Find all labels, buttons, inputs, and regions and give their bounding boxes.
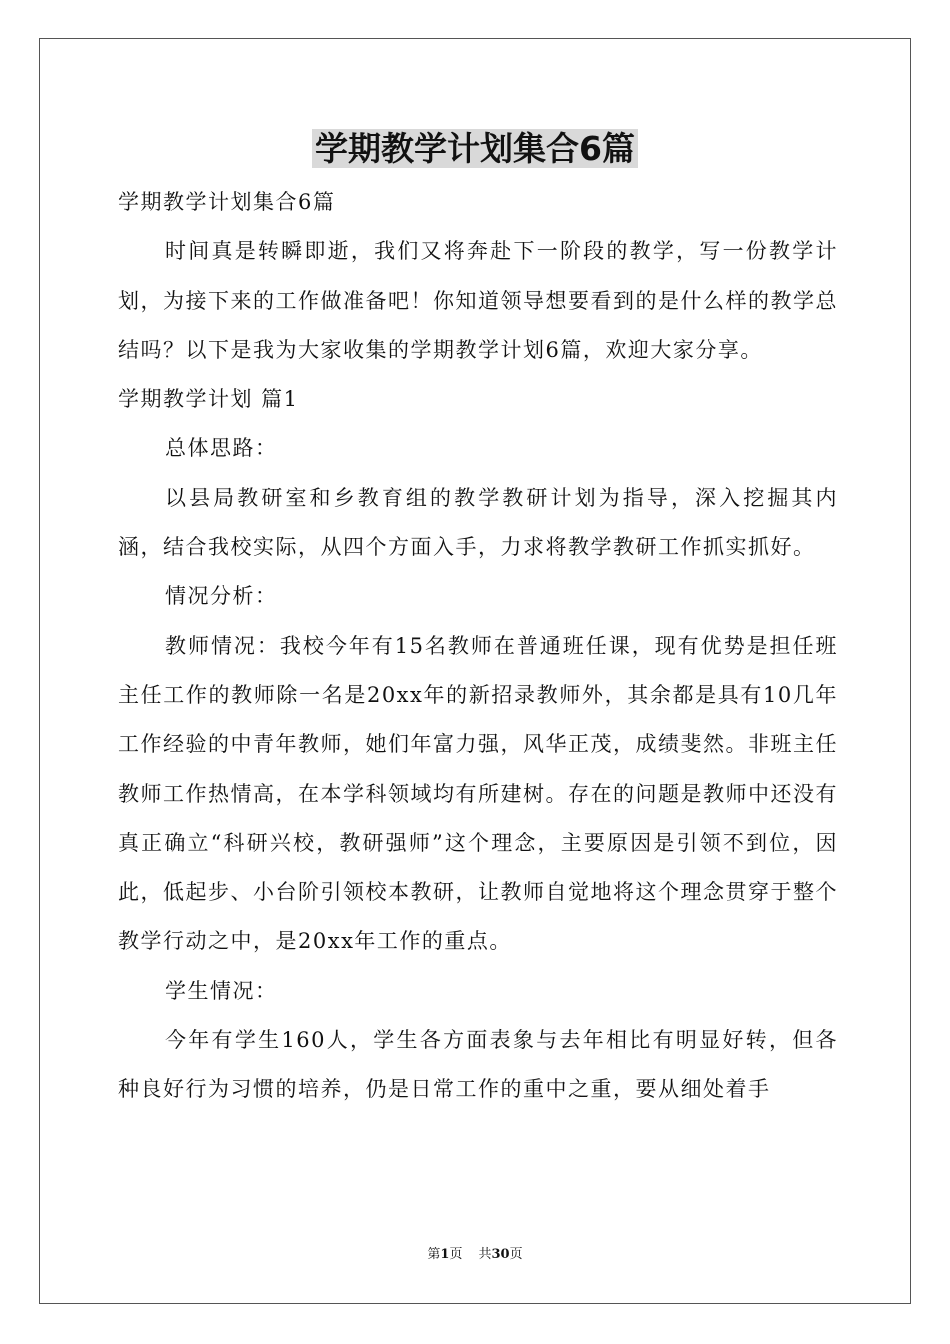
document-body <box>118 178 838 1115</box>
body-paragraph: 时间真是转瞬即逝，我们又将奔赴下一阶段的教学，写一份教学计划，为接下来的工作做准备吧！你知道领导想要看到的是什么样的教学总结吗？以下是我为大家收集的学期教学计划6篇，欢迎大家分享。 <box>118 239 838 362</box>
body-paragraph: 教师情况：我校今年有15名教师在普通班任课，现有优势是担任班主任工作的教师除一名是20xx年的新招录教师外，其余都是具有10几年工作经验的中青年教师，她们年富力强，风华正茂，成绩斐然。非班主任教师工作热情高，在本学科领域均有所建树。存在的问题是教师中还没有真正确立“科研兴校，教研强师”这个理念，主要原因是引领不到位，因此，低起步、小台阶引领校本教研，让教师自觉地将这个理念贯穿于整个教学行动之中，是20xx年工作的重点。 <box>118 633 838 954</box>
footer-page-current: 1 <box>440 1247 450 1262</box>
body-paragraph: 学生情况： <box>165 978 278 1003</box>
footer-total-prefix: 共 <box>478 1247 492 1262</box>
body-paragraph: 总体思路： <box>165 436 278 461</box>
document-title <box>0 126 950 172</box>
body-paragraph: 学期教学计划集合6篇 <box>118 190 336 214</box>
page-footer <box>0 1246 950 1264</box>
body-paragraph: 今年有学生160人，学生各方面表象与去年相比有明显好转，但各种良好行为习惯的培养，仍是日常工作的重中之重，要从细处着手 <box>118 1028 838 1102</box>
footer-page-total: 30 <box>491 1247 510 1262</box>
document-title-text: 学期教学计划集合6篇 <box>312 129 638 168</box>
body-paragraph: 情况分析： <box>165 584 278 609</box>
section-heading: 学期教学计划 篇1 <box>118 387 299 412</box>
footer-page-prefix: 第 <box>427 1247 441 1262</box>
footer-total-unit: 页 <box>509 1247 523 1262</box>
body-paragraph: 以县局教研室和乡教育组的教学教研计划为指导，深入挖掘其内涵，结合我校实际，从四个方面入手，力求将教学教研工作抓实抓好。 <box>118 485 838 560</box>
footer-page-unit: 页 <box>449 1247 463 1262</box>
